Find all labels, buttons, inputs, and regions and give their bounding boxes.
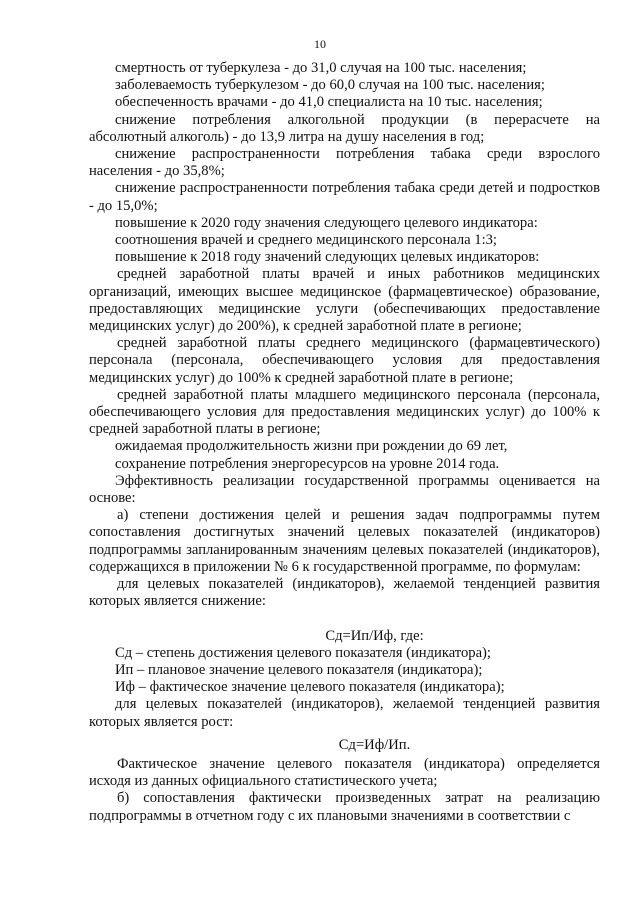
formula-decrease: Сд=Ип/Иф, где:: [325, 627, 424, 644]
paragraph: обеспеченность врачами - до 41,0 специалиста на 10 тыс. населения;: [115, 94, 543, 111]
paragraph: б) сопоставления фактически произведенных затрат на реализацию подпрограммы в отчетном году с их плановыми значениями в соответствии с: [89, 790, 600, 824]
paragraph: снижение распространенности потребления табака среди взрослого населения - до 35,8%;: [89, 146, 600, 180]
paragraph: снижение потребления алкогольной продукции (в перерасчете на абсолютный алкоголь) - до 13,9 литра на душу населения в год;: [89, 111, 600, 145]
paragraph: соотношения врачей и среднего медицинского персонала 1:3;: [115, 232, 497, 249]
page-number: 10: [314, 37, 326, 51]
paragraph: для целевых показателей (индикаторов), желаемой тенденцией развития которых является снижение:: [89, 576, 600, 610]
paragraph: снижение распространенности потребления табака среди детей и подростков - до 15,0%;: [89, 180, 600, 214]
paragraph: средней заработной платы врачей и иных работников медицинских организаций, имеющих высшее медицинское (фармацевтическое) образование, предоставляющих медицинские услуги (обеспечивающих предоставление медицинских услуг) до 200%), к средней заработной плате в регионе;: [89, 266, 600, 335]
paragraph: смертность от туберкулеза - до 31,0 случая на 100 тыс. населения;: [115, 60, 527, 76]
formula-increase: Сд=Иф/Ип.: [338, 736, 411, 753]
definition-line: Иф – фактическое значение целевого показателя (индикатора);: [115, 679, 505, 696]
paragraph: средней заработной платы среднего медицинского (фармацевтического) персонала (персонала, обеспечивающего условия для предоставления медицинских услуг) до 100% к средней заработной плате в регионе;: [89, 335, 600, 386]
definition-line: Ип – плановое значение целевого показателя (индикатора);: [115, 661, 483, 678]
paragraph: повышение к 2018 году значений следующих целевых индикаторов:: [115, 249, 540, 266]
paragraph: заболеваемость туберкулезом - до 60,0 случая на 100 тыс. населения;: [115, 77, 545, 94]
document-body: [89, 60, 600, 825]
paragraph: ожидаемая продолжительность жизни при рождении до 69 лет,: [115, 438, 508, 455]
paragraph: сохранение потребления энергоресурсов на уровне 2014 года.: [115, 455, 500, 472]
paragraph: средней заработной платы младшего медицинского персонала (персонала, обеспечивающего условия для предоставления медицинских услуг) до 100% к средней заработной платы в регионе;: [89, 386, 600, 438]
paragraph: для целевых показателей (индикаторов), желаемой тенденцией развития которых является рост:: [89, 696, 600, 730]
paragraph: Фактическое значение целевого показателя (индикатора) определяется исходя из данных официального статистического учета;: [89, 755, 600, 790]
paragraph: Эффективность реализации государственной программы оценивается на основе:: [89, 472, 600, 507]
definition-line: Сд – степень достижения целевого показателя (индикатора);: [115, 644, 491, 661]
paragraph: а) степени достижения целей и решения задач подпрограммы путем сопоставления достигнутых значений целевых показателей (индикаторов) подпрограммы запланированным значениям целевых показателей (индикаторов), содержащихся в приложении № 6 к государственной программе, по формулам:: [89, 507, 600, 575]
paragraph: повышение к 2020 году значения следующего целевого индикатора:: [115, 214, 538, 231]
